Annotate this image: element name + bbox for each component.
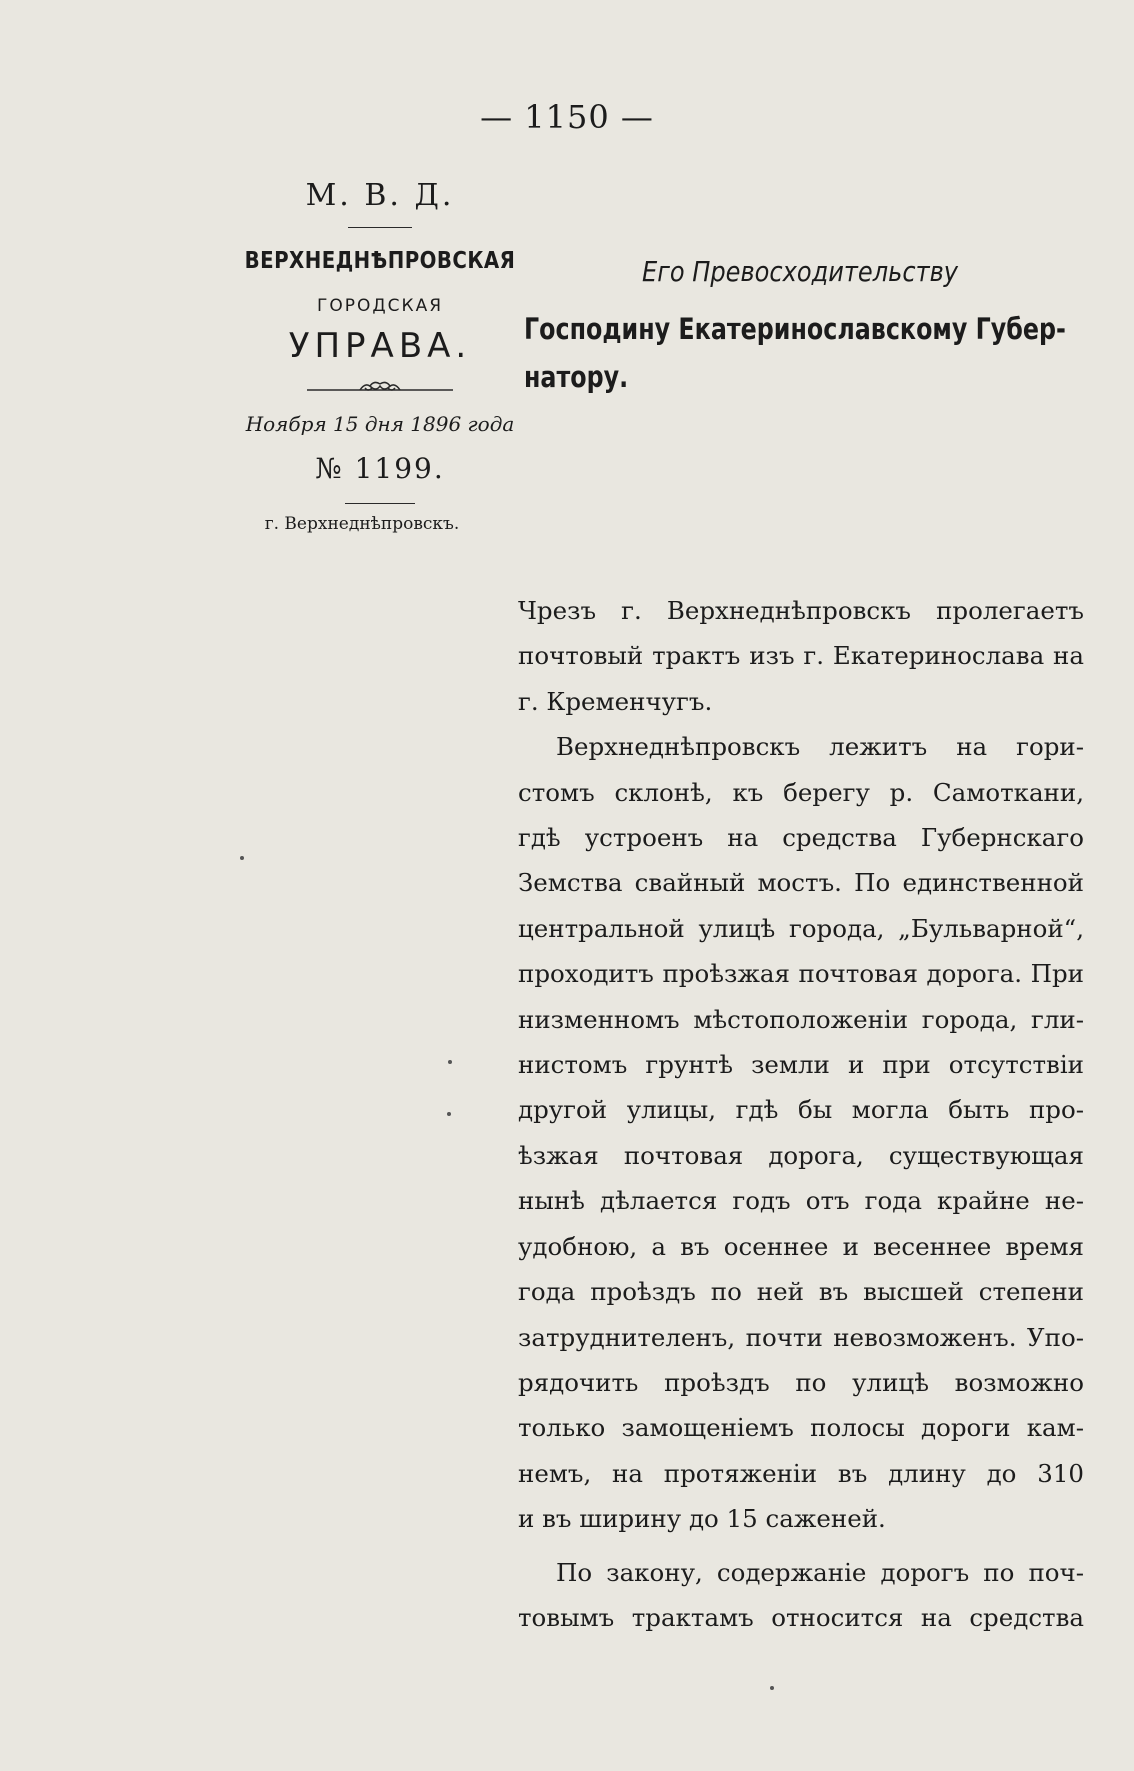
- page-number: — 1150 —: [480, 98, 654, 136]
- paper-speck: [240, 856, 244, 860]
- text-line: товымъ трактамъ относится на средства: [518, 1602, 1084, 1632]
- text-line: гдѣ устроенъ на средства Губернскаго: [518, 823, 1084, 853]
- text-line: Земства свайный мостъ. По единственной: [518, 868, 1084, 898]
- city-word: ГОРОДСКАЯ: [316, 296, 444, 316]
- document-number: № 1199.: [315, 452, 445, 485]
- address-salutation: Его Превосходительству: [642, 255, 959, 288]
- text-line: низменномъ мѣстоположенiи города, гли-: [518, 1004, 1084, 1034]
- ornament-divider: [220, 378, 540, 398]
- address-line-1: Господину Екатеринославскому Губер-: [524, 312, 1066, 346]
- text-line: г. Кременчугъ.: [518, 686, 713, 716]
- text-line: Чрезъ г. Верхнеднѣпровскъ пролегаетъ: [518, 596, 1084, 625]
- letterhead: [220, 170, 540, 534]
- paper-speck: [447, 1112, 451, 1116]
- document-place: г. Верхнеднѣпровскъ.: [264, 514, 460, 534]
- text-line: и въ ширину до 15 саженей.: [518, 1504, 886, 1534]
- document-date: Ноября 15 дня 1896 года: [245, 412, 515, 436]
- text-line: нистомъ грунтѣ земли и при отсутствiи: [518, 1050, 1084, 1080]
- divider: [348, 227, 412, 228]
- letter-body: [518, 588, 1084, 1640]
- text-line: затруднителенъ, почти невозможенъ. Упо-: [518, 1322, 1084, 1352]
- ministry-abbreviation: М. В. Д.: [305, 178, 455, 213]
- text-line: нынѣ дѣлается годъ отъ года крайне не-: [518, 1186, 1084, 1216]
- text-line: удобною, а въ осеннее и весеннее время: [518, 1231, 1084, 1261]
- divider: [345, 503, 415, 504]
- text-line: другой улицы, гдѣ бы могла быть про-: [518, 1095, 1084, 1125]
- paper-speck: [448, 1060, 452, 1064]
- text-line: проходитъ проѣзжая почтовая дорога. При: [518, 959, 1084, 989]
- paper-speck: [770, 1686, 774, 1690]
- address-line-2: натору.: [524, 360, 629, 394]
- text-line: только замощенiемъ полосы дороги кам-: [518, 1413, 1084, 1443]
- board-word: УПРАВА.: [288, 326, 472, 366]
- text-line: года проѣздъ по ней въ высшей степени: [518, 1277, 1084, 1307]
- institution-name: ВЕРХНЕДНѢПРОВСКАЯ: [244, 248, 516, 274]
- text-line: почтовый трактъ изъ г. Екатеринослава на: [518, 641, 1084, 671]
- text-line: стомъ склонѣ, къ берегу р. Самоткани,: [518, 777, 1084, 807]
- text-line: По закону, содержанiе дорогъ по поч-: [556, 1557, 1084, 1587]
- text-line: ѣзжая почтовая дорога, существующая: [518, 1140, 1084, 1170]
- text-line: центральной улицѣ города, „Бульварной“,: [518, 913, 1084, 943]
- text-line: рядочить проѣздъ по улицѣ возможно: [518, 1367, 1084, 1397]
- text-line: немъ, на протяженiи въ длину до 310: [518, 1458, 1084, 1488]
- text-line: Верхнеднѣпровскъ лежитъ на гори-: [556, 732, 1084, 762]
